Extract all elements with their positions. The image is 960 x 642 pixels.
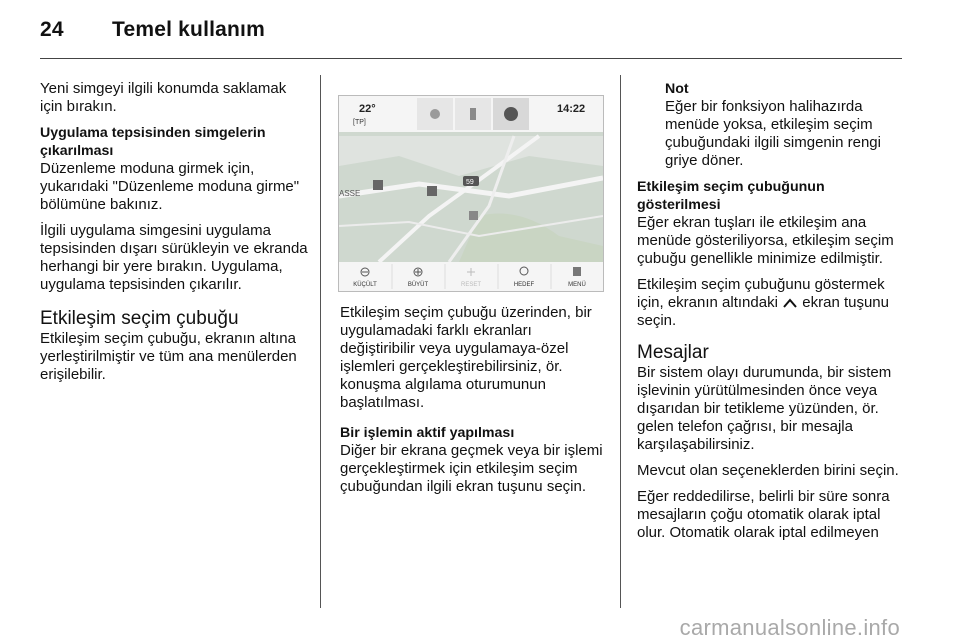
paragraph: Eğer reddedilirse, belirli bir süre sonra mesajların çoğu otomatik olarak iptal olur. Otomatik olarak iptal edilmeyen — [637, 488, 890, 541]
note-title: Not — [665, 81, 689, 97]
page-header — [40, 18, 265, 42]
infotainment-screenshot — [338, 95, 604, 292]
device-icon — [470, 108, 476, 120]
note-box — [665, 80, 905, 170]
button-label: HEDEF — [513, 282, 535, 288]
page-title: Temel kullanım — [112, 18, 265, 41]
paragraph-part: Etkileşim seçim çubuğunu göstermek için, ekranın altındaki — [637, 276, 885, 311]
phone-icon — [430, 109, 440, 119]
note-text: Eğer bir fonksiyon halihazırda menüde yoksa, etkileşim seçim çubuğundaki ilgili simgenin rengi griye döner. — [665, 98, 881, 169]
column-1 — [40, 80, 312, 392]
clock-readout: 14:22 — [557, 103, 586, 115]
column-2 — [340, 304, 610, 504]
paragraph: Düzenleme moduna girmek için, yukarıdaki "Düzenleme moduna girme" bölümüne bakınız. — [40, 160, 300, 213]
subheading: Uygulama tepsisinden simgelerin çıkarılması — [40, 125, 266, 159]
map-marker-icon — [427, 186, 437, 196]
column-divider-1 — [320, 75, 321, 608]
section-heading: Mesajlar — [637, 342, 709, 363]
chevron-up-icon — [782, 297, 798, 309]
watermark: carmanualsonline.info — [679, 615, 900, 640]
column-3 — [637, 80, 905, 550]
paragraph-part: ekran tuşunu seçin. — [637, 294, 889, 329]
button-label: KÜÇÜLT — [353, 282, 377, 288]
header-rule — [40, 58, 902, 59]
button-label: RESET — [460, 282, 482, 288]
paragraph: Mevcut olan seçeneklerden birini seçin. — [637, 462, 899, 479]
paragraph: Yeni simgeyi ilgili konumda saklamak için bırakın. — [40, 80, 287, 115]
paragraph: Eğer ekran tuşları ile etkileşim ana menüde gösteriliyorsa, etkileşim seçim çubuğu genellikle minimize edilmiştir. — [637, 214, 894, 267]
paragraph: İlgili uygulama simgesini uygulama tepsisinden dışarı sürükleyin ve ekranda herhangi bir yere bırakın. Uygulama, uygulama tepsisinden çıkarılır. — [40, 222, 308, 293]
map-label: ASSE — [339, 189, 361, 198]
nav-icon — [504, 107, 518, 121]
temperature-readout: 22° — [359, 103, 376, 115]
paragraph: Etkileşim seçim çubuğu üzerinden, bir uygulamadaki farklı ekranları değiştiribilir veya uygulamaya-özel işlemleri gerçekleştirebilirsiniz, ör. konuşma algılama oturumunun başlatılması. — [340, 304, 592, 411]
button-label: MENÜ — [568, 282, 586, 288]
subheading: Etkileşim seçim çubuğunun gösterilmesi — [637, 179, 825, 213]
page-number: 24 — [40, 18, 64, 41]
map-marker-icon — [469, 211, 478, 220]
subheading: Bir işlemin aktif yapılması — [340, 425, 515, 441]
column-divider-2 — [620, 75, 621, 608]
paragraph: Bir sistem olayı durumunda, bir sistem işlevinin yürütülmesinden önce veya dışarıdan bir tetikleme yüzünden, ör. gelen telefon çağrısı, bir mesajla karşılaşabilirsiniz. — [637, 364, 892, 453]
map-marker-icon — [373, 180, 383, 190]
paragraph: Diğer bir ekrana geçmek veya bir işlemi gerçekleştirmek için etkileşim seçim çubuğundan ilgili ekran tuşunu seçin. — [340, 442, 603, 495]
section-heading: Etkileşim seçim çubuğu — [40, 308, 239, 329]
button-label: BÜYÜT — [407, 282, 429, 288]
menu-icon — [573, 267, 581, 276]
tp-indicator: [TP] — [353, 119, 366, 126]
road-badge-label: 59 — [466, 179, 474, 186]
paragraph: Etkileşim seçim çubuğu, ekranın altına yerleştirilmiştir ve tüm ana menülerden erişilebilir. — [40, 330, 297, 383]
map-screen-illustration — [339, 96, 603, 291]
paragraph — [637, 276, 905, 330]
